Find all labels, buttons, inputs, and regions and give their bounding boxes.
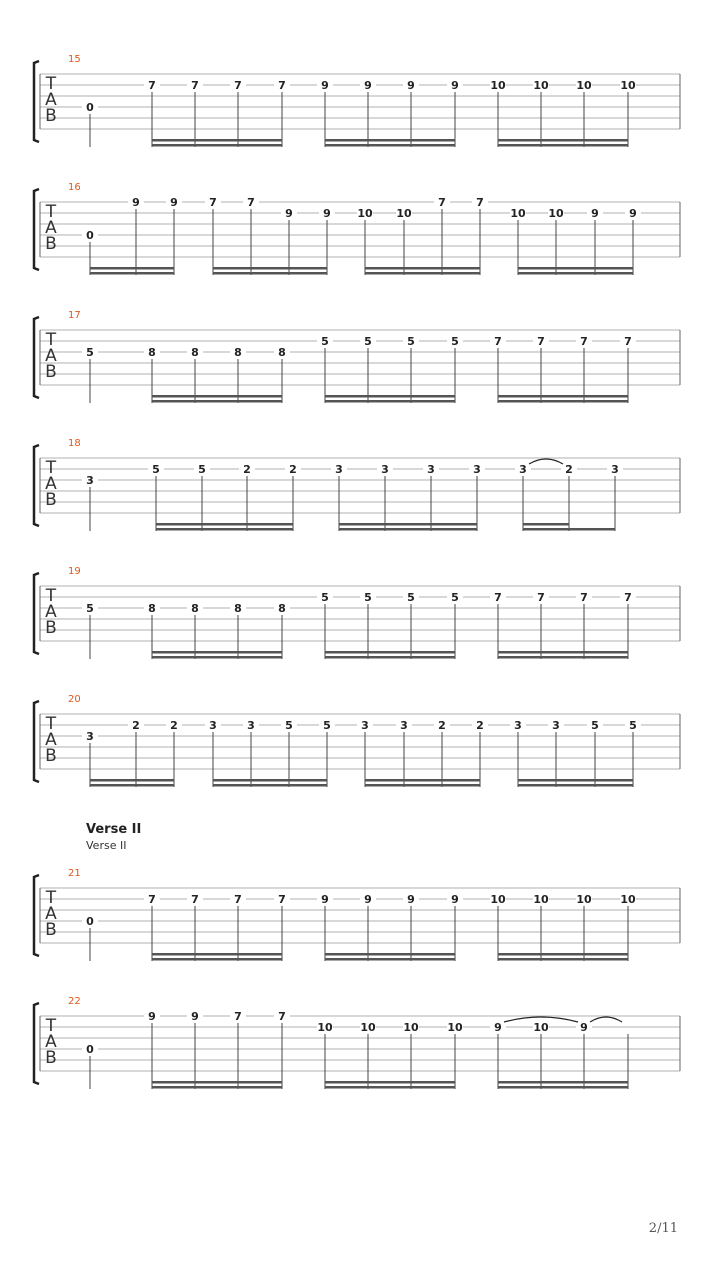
fret-number: 5 xyxy=(629,719,637,732)
beam xyxy=(213,267,327,270)
measure-number: 21 xyxy=(68,868,81,879)
beam xyxy=(213,779,327,782)
tab-clef-letter: T xyxy=(45,714,57,734)
tab-clef-letter: B xyxy=(45,746,57,766)
fret-number: 7 xyxy=(580,335,588,348)
fret-number: 10 xyxy=(576,79,592,92)
section-title: Verse II xyxy=(86,822,142,837)
fret-number: 9 xyxy=(407,893,415,906)
beam xyxy=(498,656,628,659)
fret-number: 5 xyxy=(407,591,415,604)
beam xyxy=(90,267,174,270)
fret-number: 5 xyxy=(198,463,206,476)
fret-number: 9 xyxy=(170,196,178,209)
beam xyxy=(523,528,615,531)
tab-clef-letter: B xyxy=(45,490,57,510)
fret-number: 9 xyxy=(629,207,637,220)
fret-number: 10 xyxy=(357,207,373,220)
beam xyxy=(498,1086,628,1089)
fret-number: 5 xyxy=(321,335,329,348)
fret-number: 7 xyxy=(438,196,446,209)
fret-number: 3 xyxy=(552,719,560,732)
fret-number: 9 xyxy=(407,79,415,92)
beam xyxy=(213,784,327,787)
tab-clef-letter: A xyxy=(45,218,57,238)
fret-number: 9 xyxy=(364,893,372,906)
fret-number: 7 xyxy=(476,196,484,209)
fret-number: 3 xyxy=(611,463,619,476)
beam xyxy=(325,400,455,403)
tab-clef-letter: B xyxy=(45,362,57,382)
fret-number: 7 xyxy=(278,79,286,92)
fret-number: 5 xyxy=(451,335,459,348)
system-bracket xyxy=(34,1003,39,1084)
fret-number: 3 xyxy=(473,463,481,476)
fret-number: 7 xyxy=(278,893,286,906)
fret-number: 7 xyxy=(234,893,242,906)
beam xyxy=(365,267,480,270)
fret-number: 9 xyxy=(321,79,329,92)
tab-clef-letter: B xyxy=(45,1048,57,1068)
beam xyxy=(152,958,282,961)
fret-number: 7 xyxy=(624,591,632,604)
fret-number: 7 xyxy=(624,335,632,348)
fret-number: 10 xyxy=(403,1021,419,1034)
beam xyxy=(498,144,628,147)
beam xyxy=(365,272,480,275)
tab-clef-letter: T xyxy=(45,202,57,222)
tab-clef-letter: T xyxy=(45,1016,57,1036)
beam xyxy=(325,656,455,659)
page-number: 2/11 xyxy=(648,1221,678,1236)
fret-number: 10 xyxy=(533,893,549,906)
system-bracket xyxy=(34,445,39,526)
fret-number: 2 xyxy=(289,463,297,476)
fret-number: 5 xyxy=(86,346,94,359)
measure-number: 17 xyxy=(68,310,81,321)
tie xyxy=(529,459,563,464)
fret-number: 0 xyxy=(86,915,94,928)
beam xyxy=(518,267,633,270)
beam xyxy=(325,139,455,142)
fret-number: 5 xyxy=(451,591,459,604)
fret-number: 8 xyxy=(191,602,199,615)
fret-number: 5 xyxy=(364,591,372,604)
fret-number: 9 xyxy=(132,196,140,209)
fret-number: 10 xyxy=(576,893,592,906)
fret-number: 10 xyxy=(510,207,526,220)
fret-number: 3 xyxy=(519,463,527,476)
fret-number: 8 xyxy=(234,602,242,615)
tab-clef-letter: T xyxy=(45,330,57,350)
fret-number: 10 xyxy=(317,1021,333,1034)
beam xyxy=(325,651,455,654)
fret-number: 8 xyxy=(148,602,156,615)
beam xyxy=(325,1081,455,1084)
measure-number: 16 xyxy=(68,182,81,193)
fret-number: 7 xyxy=(191,893,199,906)
tab-clef-letter: A xyxy=(45,730,57,750)
fret-number: 2 xyxy=(565,463,573,476)
beam xyxy=(498,400,628,403)
fret-number: 9 xyxy=(591,207,599,220)
beam xyxy=(498,395,628,398)
tab-clef-letter: A xyxy=(45,602,57,622)
fret-number: 5 xyxy=(285,719,293,732)
fret-number: 10 xyxy=(620,893,636,906)
fret-number: 0 xyxy=(86,229,94,242)
fret-number: 10 xyxy=(533,1021,549,1034)
tab-clef-letter: B xyxy=(45,234,57,254)
fret-number: 8 xyxy=(148,346,156,359)
beam xyxy=(339,523,477,526)
fret-number: 3 xyxy=(514,719,522,732)
fret-number: 9 xyxy=(451,79,459,92)
fret-number: 7 xyxy=(247,196,255,209)
measure-number: 15 xyxy=(68,54,81,65)
fret-number: 7 xyxy=(537,335,545,348)
fret-number: 2 xyxy=(243,463,251,476)
measure-number: 18 xyxy=(68,438,81,449)
fret-number: 9 xyxy=(451,893,459,906)
fret-number: 3 xyxy=(400,719,408,732)
fret-number: 3 xyxy=(209,719,217,732)
fret-number: 10 xyxy=(447,1021,463,1034)
fret-number: 9 xyxy=(191,1010,199,1023)
beam xyxy=(152,651,282,654)
fret-number: 7 xyxy=(580,591,588,604)
fret-number: 2 xyxy=(132,719,140,732)
beam xyxy=(152,395,282,398)
section-subtitle: Verse II xyxy=(86,839,127,852)
system-bracket xyxy=(34,875,39,956)
fret-number: 7 xyxy=(494,335,502,348)
system-bracket xyxy=(34,701,39,782)
fret-number: 3 xyxy=(86,474,94,487)
fret-number: 9 xyxy=(321,893,329,906)
beam xyxy=(498,1081,628,1084)
fret-number: 9 xyxy=(323,207,331,220)
fret-number: 0 xyxy=(86,101,94,114)
system-bracket xyxy=(34,317,39,398)
beam xyxy=(498,958,628,961)
beam xyxy=(90,272,174,275)
fret-number: 9 xyxy=(148,1010,156,1023)
beam xyxy=(213,272,327,275)
beam xyxy=(518,784,633,787)
fret-number: 9 xyxy=(364,79,372,92)
beam xyxy=(152,400,282,403)
tab-clef-letter: T xyxy=(45,74,57,94)
measure-number: 20 xyxy=(68,694,81,705)
fret-number: 8 xyxy=(191,346,199,359)
measure-number: 19 xyxy=(68,566,81,577)
beam xyxy=(339,528,477,531)
fret-number: 3 xyxy=(361,719,369,732)
beam xyxy=(325,958,455,961)
fret-number: 7 xyxy=(278,1010,286,1023)
system-bracket xyxy=(34,189,39,270)
fret-number: 7 xyxy=(191,79,199,92)
measure-number: 22 xyxy=(68,996,81,1007)
fret-number: 5 xyxy=(323,719,331,732)
fret-number: 0 xyxy=(86,1043,94,1056)
tab-clef-letter: B xyxy=(45,106,57,126)
fret-number: 7 xyxy=(148,79,156,92)
beam xyxy=(152,1086,282,1089)
beam xyxy=(152,139,282,142)
fret-number: 10 xyxy=(548,207,564,220)
beam xyxy=(518,779,633,782)
fret-number: 10 xyxy=(396,207,412,220)
fret-number: 10 xyxy=(490,79,506,92)
tab-clef-letter: A xyxy=(45,90,57,110)
tab-clef-letter: A xyxy=(45,1032,57,1052)
beam xyxy=(325,144,455,147)
fret-number: 7 xyxy=(148,893,156,906)
beam xyxy=(498,953,628,956)
beam xyxy=(523,523,569,526)
fret-number: 2 xyxy=(170,719,178,732)
system-bracket xyxy=(34,573,39,654)
beam xyxy=(152,656,282,659)
tab-clef-letter: B xyxy=(45,618,57,638)
tie xyxy=(590,1017,622,1022)
tab-clef-letter: T xyxy=(45,458,57,478)
tab-clef-letter: A xyxy=(45,474,57,494)
fret-number: 7 xyxy=(234,1010,242,1023)
beam xyxy=(365,784,480,787)
fret-number: 2 xyxy=(438,719,446,732)
fret-number: 3 xyxy=(427,463,435,476)
beam xyxy=(156,528,293,531)
fret-number: 7 xyxy=(494,591,502,604)
beam xyxy=(498,139,628,142)
system-bracket xyxy=(34,61,39,142)
beam xyxy=(325,395,455,398)
fret-number: 3 xyxy=(247,719,255,732)
fret-number: 10 xyxy=(533,79,549,92)
fret-number: 5 xyxy=(86,602,94,615)
fret-number: 7 xyxy=(209,196,217,209)
fret-number: 5 xyxy=(591,719,599,732)
beam xyxy=(152,144,282,147)
tab-clef-letter: A xyxy=(45,904,57,924)
beam xyxy=(325,1086,455,1089)
fret-number: 5 xyxy=(407,335,415,348)
fret-number: 8 xyxy=(234,346,242,359)
fret-number: 9 xyxy=(580,1021,588,1034)
beam xyxy=(365,779,480,782)
beam xyxy=(518,272,633,275)
beam xyxy=(152,1081,282,1084)
beam xyxy=(90,779,174,782)
fret-number: 5 xyxy=(364,335,372,348)
fret-number: 2 xyxy=(476,719,484,732)
fret-number: 3 xyxy=(86,730,94,743)
fret-number: 5 xyxy=(152,463,160,476)
tab-clef-letter: T xyxy=(45,586,57,606)
beam xyxy=(90,784,174,787)
beam xyxy=(498,651,628,654)
fret-number: 7 xyxy=(537,591,545,604)
fret-number: 9 xyxy=(494,1021,502,1034)
tab-clef-letter: B xyxy=(45,920,57,940)
fret-number: 10 xyxy=(490,893,506,906)
beam xyxy=(325,953,455,956)
fret-number: 9 xyxy=(285,207,293,220)
fret-number: 7 xyxy=(234,79,242,92)
fret-number: 8 xyxy=(278,602,286,615)
fret-number: 5 xyxy=(321,591,329,604)
fret-number: 8 xyxy=(278,346,286,359)
fret-number: 10 xyxy=(360,1021,376,1034)
tab-clef-letter: A xyxy=(45,346,57,366)
fret-number: 10 xyxy=(620,79,636,92)
beam xyxy=(152,953,282,956)
tab-clef-letter: T xyxy=(45,888,57,908)
beam xyxy=(156,523,293,526)
fret-number: 3 xyxy=(335,463,343,476)
fret-number: 3 xyxy=(381,463,389,476)
